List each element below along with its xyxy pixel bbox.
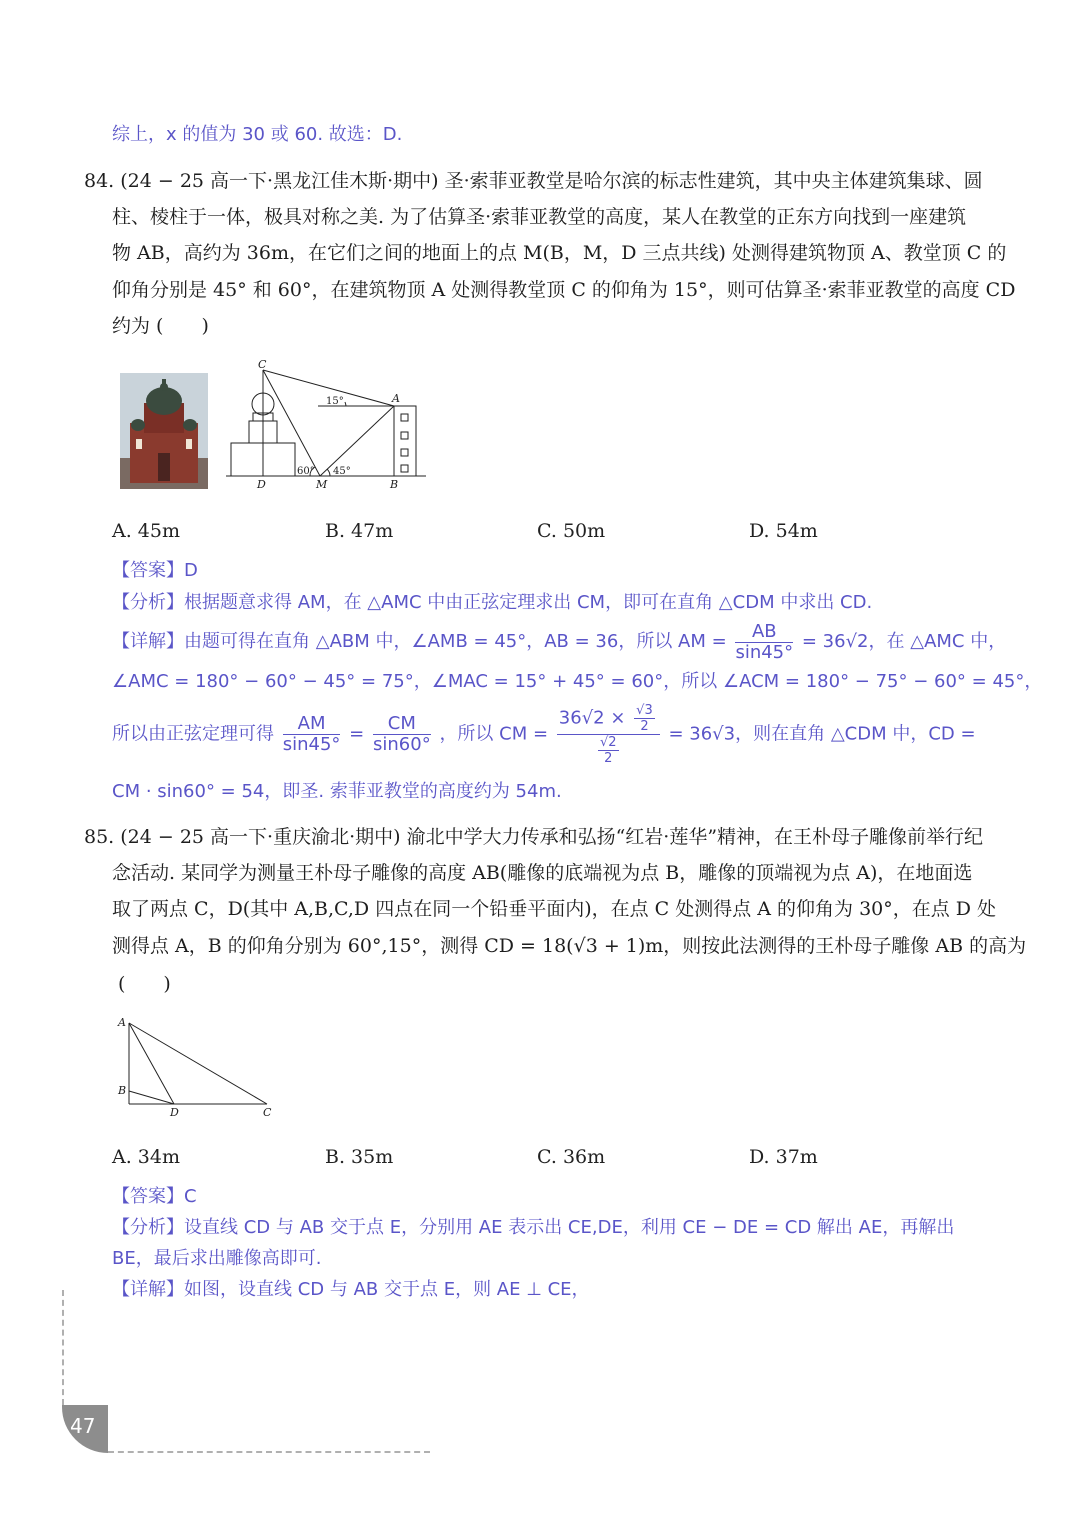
- q84-option-d: D. 54m: [749, 520, 818, 542]
- fraction-denominator: sin60°: [373, 734, 431, 755]
- label-B: B: [118, 1084, 127, 1097]
- q85-analysis-line-1: 【分析】设直线 CD 与 AB 交于点 E，分别用 AE 表示出 CE,DE，利用 CE − DE = CD 解出 AE，再解出: [112, 1217, 955, 1238]
- q85-option-c: C. 36m: [537, 1146, 606, 1168]
- label-D: D: [257, 478, 266, 491]
- fraction-cm-value: [557, 703, 660, 766]
- page-margin-dashes-vertical: [62, 1290, 64, 1405]
- fraction-denominator: sin45°: [282, 734, 341, 755]
- equals-sign: =: [349, 723, 365, 745]
- q85-line-5: ( ): [118, 973, 171, 995]
- label-C: C: [263, 1106, 272, 1118]
- q84-line-3: 物 AB，高约为 36m，在它们之间的地面上的点 M(B，M，D 三点共线) 处测得建筑物顶 A、教堂顶 C 的: [112, 242, 1007, 264]
- q85-line-4: 测得点 A，B 的仰角分别为 60°,15°，测得 CD = 18(√3 + 1)m，则按此法测得的王朴母子雕像 AB 的高为: [112, 935, 1027, 957]
- angle-15-label: 15°: [326, 396, 344, 407]
- q84-answer: 【答案】D: [112, 560, 198, 581]
- fraction-numerator: AB: [735, 622, 793, 643]
- q85-option-a: A. 34m: [112, 1146, 180, 1168]
- q84-detail-1-text-a: 【详解】由题可得在直角 △ABM 中，∠AMB = 45°，AB = 36，所以 AM =: [112, 631, 727, 652]
- fraction-sqrt2-over-2: [598, 735, 619, 766]
- q85-analysis-line-2: BE，最后求出雕像高即可.: [112, 1248, 322, 1269]
- fraction-denominator: 2: [604, 751, 613, 766]
- q84-detail-line-1: [112, 620, 1006, 664]
- fraction-numerator: AM: [283, 714, 341, 735]
- fraction-ab-over-sin45: [735, 622, 793, 663]
- fraction-denominator: sin45°: [735, 641, 794, 663]
- q84-line-4: 仰角分别是 45° 和 60°，在建筑物顶 A 处测得教堂顶 C 的仰角为 15°，则可估算圣·索菲亚教堂的高度 CD: [112, 279, 1016, 301]
- q84-option-a: A. 45m: [112, 520, 180, 542]
- label-M: M: [316, 478, 328, 491]
- fraction-numerator: CM: [373, 714, 431, 735]
- q85-option-b: B. 35m: [325, 1146, 394, 1168]
- angle-60-label: 60°: [297, 466, 315, 477]
- q84-analysis: 【分析】根据题意求得 AM，在 △AMC 中由正弦定理求出 CM，即可在直角 △CDM 中求出 CD.: [112, 592, 873, 613]
- fraction-numerator: [557, 703, 660, 735]
- fraction-cm-over-sin60: [373, 714, 431, 755]
- fraction-numerator: √2: [599, 735, 617, 750]
- q85-line-3: 取了两点 C，D(其中 A,B,C,D 四点在同一个铅垂平面内)，在点 C 处测得点 A 的仰角为 30°，在点 D 处: [112, 898, 997, 920]
- q84-detail-3-text-b: ，所以 CM =: [439, 723, 549, 745]
- q84-detail-line-2: ∠AMC = 180° − 60° − 45° = 75°，∠MAC = 15° + 45° = 60°，所以 ∠ACM = 180° − 75° − 60° = 45°，: [112, 671, 1043, 692]
- q85-detail-line-1: 【详解】如图，设直线 CD 与 AB 交于点 E，则 AE ⊥ CE，: [112, 1279, 590, 1300]
- fraction-denominator: 2: [640, 719, 649, 734]
- numerator-text: 36√2 ×: [558, 707, 626, 729]
- q84-line-5: 约为 ( ): [112, 315, 209, 337]
- q84-geometry-figure: [226, 358, 430, 494]
- page-margin-dashes-horizontal: [108, 1451, 430, 1453]
- q85-geometry-figure: [112, 1013, 277, 1118]
- q84-detail-line-4: CM · sin60° = 54，即圣. 索菲亚教堂的高度约为 54m.: [112, 781, 562, 802]
- q84-detail-3-text-c: = 36√3，则在直角 △CDM 中，CD =: [668, 723, 976, 745]
- q84-detail-line-3: [112, 703, 976, 766]
- fraction-numerator: √3: [636, 703, 653, 718]
- q85-answer: 【答案】C: [112, 1186, 197, 1207]
- label-D: D: [170, 1106, 179, 1118]
- q84-line-1: 84. (24 − 25 高一下·黑龙江佳木斯·期中) 圣·索菲亚教堂是哈尔滨的标志性建筑，其中央主体建筑集球、圆: [84, 170, 983, 192]
- cathedral-photo: [120, 373, 208, 489]
- label-A: A: [118, 1016, 126, 1029]
- fraction-am-over-sin45: [283, 714, 341, 755]
- label-B: B: [390, 478, 399, 491]
- q85-line-2: 念活动. 某同学为测量王朴母子雕像的高度 AB(雕像的底端视为点 B，雕像的顶端视为点 A)，在地面选: [112, 862, 973, 884]
- angle-45-label: 45°: [333, 466, 351, 477]
- previous-conclusion: 综上，x 的值为 30 或 60. 故选：D.: [112, 124, 403, 145]
- q84-line-2: 柱、棱柱于一体，极具对称之美. 为了估算圣·索菲亚教堂的高度，某人在教堂的正东方向找到一座建筑: [112, 206, 967, 228]
- fraction-denominator: [557, 735, 660, 766]
- q84-detail-1-text-b: = 36√2，在 △AMC 中，: [801, 631, 1007, 652]
- fraction-sqrt3-over-2: [634, 703, 655, 734]
- label-C: C: [258, 358, 267, 371]
- q84-option-c: C. 50m: [537, 520, 606, 542]
- q85-option-d: D. 37m: [749, 1146, 818, 1168]
- page-number: 47: [70, 1414, 96, 1438]
- q84-option-b: B. 47m: [325, 520, 394, 542]
- q85-line-1: 85. (24 − 25 高一下·重庆渝北·期中) 渝北中学大力传承和弘扬“红岩·莲华”精神，在王朴母子雕像前举行纪: [84, 826, 984, 848]
- q84-detail-3-text-a: 所以由正弦定理可得: [112, 723, 274, 745]
- label-A: A: [392, 392, 400, 405]
